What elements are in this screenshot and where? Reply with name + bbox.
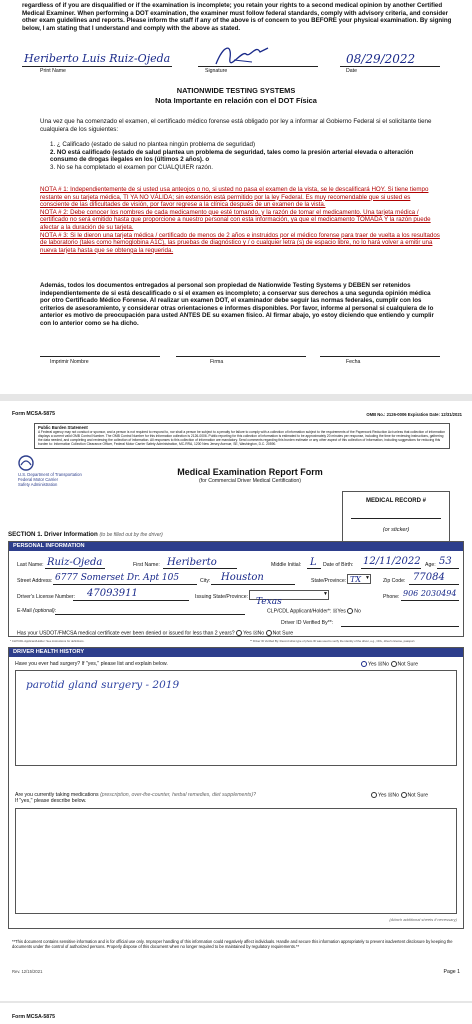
meds-notsure-radio[interactable] [401,792,407,798]
confidential-notice: **This document contains sensitive information and is for official use only. Improper handling of this information could negatively affect individuals. Handle and secure this information appropriately to prevent inadvertent disclosure by keeping the documents under the control of authorized persons. Properly dispose of this document when no longer required to be maintained by regulatory requirements.** [12,939,453,950]
surgery-yes-radio[interactable] [361,661,367,667]
sig-label-fecha: Fecha [346,359,361,365]
clp-no-radio[interactable] [347,608,353,614]
list-item: 3. No se ha completado el examen por CUALQUIER razón. [50,163,214,171]
footnote-right: ** Driver ID Verified By: Record what type of photo ID was used to verify the identity of the driver, e.g., CDL, driver's license, passport. [250,639,416,643]
surgery-question: Have you ever had surgery? If "yes," please list and explain below. [15,661,168,667]
surgery-notsure-radio[interactable] [391,661,397,667]
page-next [0,1003,472,1024]
issuing-state-select[interactable]: Texas ▼ [249,590,329,600]
dob-field[interactable] [361,568,421,569]
sig-label-name: Imprimir Nombre [50,359,89,365]
last-name-value: Ruiz-Ojeda [47,557,103,568]
attach-note: (Attach additional sheets if necessary) [389,917,457,922]
report-title: Medical Examination Report Form [177,467,323,477]
zip-field[interactable] [409,584,459,585]
print-name-label: Print Name [40,68,66,74]
form-id: Form MCSA-5875 [12,411,55,417]
middle-initial-value: L [310,557,317,568]
usdot-no-checkbox[interactable]: ☒ [253,630,258,637]
sig-label-firma: Firma [210,359,224,365]
street-value: 6777 Somerset Dr. Apt 105 [55,573,180,583]
spanish-list [50,141,440,171]
meds-answer-options: Yes ☒No Not Sure [371,792,428,798]
last-name-field[interactable] [45,568,105,569]
chevron-down-icon: ▼ [323,591,328,597]
note-3: NOTA # 3: Si le dieron una tarjeta médica / certificado de menos de 2 años e instruidos por el médico forense para traer de vuelta a los resultados de laboratorio (tales como hemoglobina A1C), las pruebas de diagnóstico y / o cualquier letra (s) de espacio libre, no lo hará volver a emitir una nueva tarjeta hasta que se obtenga la requerida. [40,231,440,254]
usdot-yes-radio[interactable] [236,630,242,636]
dob-value: 12/11/2022 [363,556,421,567]
city-value: Houston [221,572,264,583]
dot-logo-icon [18,455,34,471]
list-item: 1. ¿ Calificado (estado de salud no plantea ningún problema de seguridad) [50,141,256,148]
chevron-down-icon: ▼ [365,575,370,581]
middle-initial-field[interactable] [307,568,321,569]
street-field[interactable] [53,584,197,585]
license-field[interactable] [73,600,189,601]
date-label: Date [346,68,357,74]
state-select[interactable]: TX ▼ [347,574,371,584]
form-id-next: Form MCSA-5875 [12,1014,55,1020]
city-field[interactable] [211,584,295,585]
meds-question: Are you currently taking medications (prescription, over-the-counter, herbal remedies, diet supplements)? If "yes," please describe below. [15,792,256,804]
clp-yes-checkbox[interactable]: ☒ [332,608,338,615]
meds-no-checkbox[interactable]: ☒ [387,792,393,799]
phone-value: 906 2030494 [403,589,457,598]
surgery-no-checkbox[interactable]: ☒ [377,661,383,668]
license-value: 47093911 [87,588,138,599]
zip-value: 77084 [413,572,445,583]
note-2: NOTA # 2: Debe conocer los nombres de cada medicamento que esté tomando, y la razón de tomar el medicamento. Una tarjeta médica / certificado no será emitido hasta que proporcione a nuestro personal con esta información, ya que el medicamento TOMADA Y la razón puede afectar a la duración de su tarjeta. [40,208,431,231]
usdot-notsure-radio[interactable] [266,630,272,636]
closing-paragraph: Además, todos los documentos entregados al personal son propiedad de Nationwide Testing Systems y DEBEN ser retenidos independientemente de si está descalificado o si el examen es incompleto; a conservar sus derechos a una segunda opinión médica por otro Certificado Médico Forense. Al realizar un examen DOT, el examinador debe seguir las normas federales, cumplir con los criterios de asesoramiento, y considerar otras orientaciones e informes disponibles. Por favor, informe al personal si cualquiera de lo anterior es motivo de preocupación para usted ANTES DE su examen físico. Al firmar abajo, yo estoy diciendo que entiendo y cumplir con lo anterior como se ha dicho. [40,282,434,327]
first-name-field[interactable] [163,568,237,569]
phone-field[interactable] [401,600,459,601]
note-1: NOTA # 1: Independientemente de si usted usa anteojos o no, si usted no pasa el examen de la vista, se le descalificará HOY. Si tiene tiempo restante en su tarjeta médica, TI YA NO VÁLIDA; sin extensión está permitido por la ley Federal. Es muy recomendable que si usted es consciente de las dificultades de visión, por favor regrese a la clínica después de un examen de la vista. [40,186,429,209]
list-item: 2. NO está calificado (estado de salud plantea un problema de seguridad, tales como la presión arterial elevada o alteración consumo de drogas ilegales en los (últimos 2 años). o [50,148,414,164]
date-value: 08/29/2022 [346,52,416,66]
email-field[interactable] [55,614,245,615]
surgery-answer-options: Yes ☒No Not Sure [361,661,418,667]
surgery-answer-text: parotid gland surgery - 2019 [26,679,180,691]
meds-explanation-box[interactable] [15,808,457,914]
report-subtitle: (for Commercial Driver Medical Certification) [198,478,302,484]
section1-heading: SECTION 1. Driver Information (to be filled out by the driver) [8,531,163,538]
meds-yes-radio[interactable] [371,792,377,798]
agency-name: U.S. Department of Transportation Federal Motor Carrier Safety Administration [18,472,82,488]
surgery-explanation-box[interactable] [15,670,457,766]
intro-paragraph: regardless of if you are disqualified or if the examination is incomplete; you retain your rights to a second medical opinion by another Certified Medical Examiner. When performing a DOT examination, the examiner must follow federal standards, comply with advisory criteria, and consider other exam guidelines and reports. Please inform the staff if any of the above is of concern to you BEFORE your physical examination. By signing below, I am stating that I understand and comply with the above as stated. [22,2,452,32]
age-field[interactable] [437,568,459,569]
health-history-bar: DRIVER HEALTH HISTORY [9,648,463,657]
burden-statement: Public Burden Statement A Federal agency may not conduct or sponsor, and a person is not required to respond to, nor shall a person be subject to a penalty for failure to comply with a collection of information subject to the requirements of the Paperwork Reduction Act unless that collection of information displays a current valid OMB Control Number. The OMB Control Number for this information collection is 2126-0006. Public reporting for this collection of information is estimated to be approximately 20 minutes per response, including the time for reviewing instructions, gathering the data needed, and completing and reviewing the collection of information. All responses to this collection of information are mandatory. Send comments regarding this burden estimate or any other aspect of this collection of information, including suggestions for reducing this burden to: Information Collection Clearance Officer, Federal Motor Carrier Safety Administration, MC-RRA, 1200 New Jersey Avenue, SE, Washington, D.C. 20590. [34,423,450,449]
age-value: 53 [439,556,452,567]
spanish-title-1: NATIONWIDE TESTING SYSTEMS [176,86,296,95]
medical-record-box: MEDICAL RECORD # (or sticker) [342,491,450,545]
footnote-left: * CLP/CDL Applicant/Holder: See instructions for definitions. [10,639,85,643]
health-history-section [8,647,464,929]
notes-block [40,186,440,254]
clp-question: CLP/CDL Applicant/Holder*: ☒Yes No [267,608,361,615]
print-name-value: Heriberto Luis Ruiz-Ojeda [24,52,171,65]
revision-date: Rev. 12/15/2021 [12,969,43,974]
spanish-intro: Una vez que ha comenzado el examen, el certificado médico forense está obligado por ley a informar al Gobierno Federal si el solicitante tiene cualquiera de los siguientes: [40,118,432,133]
page-number: Page 1 [443,969,460,975]
personal-info-bar: PERSONAL INFORMATION [9,542,463,551]
usdot-question: Has your USDOT/FMCSA medical certificate ever been denied or issued for less than 2 years? Yes ☒No Not Sure [17,630,294,637]
first-name-value: Heriberto [167,557,217,568]
driver-id-field[interactable] [341,626,459,627]
omb-number: OMB No.: 2126-0006 Expiration Date: 12/31/2021 [366,412,462,417]
personal-info-section: PERSONAL INFORMATION Last Name: Ruiz-Ojeda First Name: Heriberto Middle Initial: L Date of Birth: 12/11/2022 Age: 53 Street Address: 6777 Somerset Dr. Apt 105 City: Houston State/Province: TX ▼ Zip Code: 77084 Driver's License Number: 47093911 Issuing State/Province: Texas ▼ Phone: 906 2030494 E-Mail (optional): CLP/CDL Applicant/Holder*: ☒Yes No Driver ID Verified By**: Has your USDOT/FMCSA medical certificate ever been denied or issued for less than 2 years? Yes ☒No Not Sure [8,541,464,637]
signature-label: Signature [205,68,228,74]
page-medical-exam-form [0,401,472,1001]
page-spanish-notice [0,0,472,394]
spanish-title-2: Nota Importante en relación con el DOT Física [155,96,317,105]
